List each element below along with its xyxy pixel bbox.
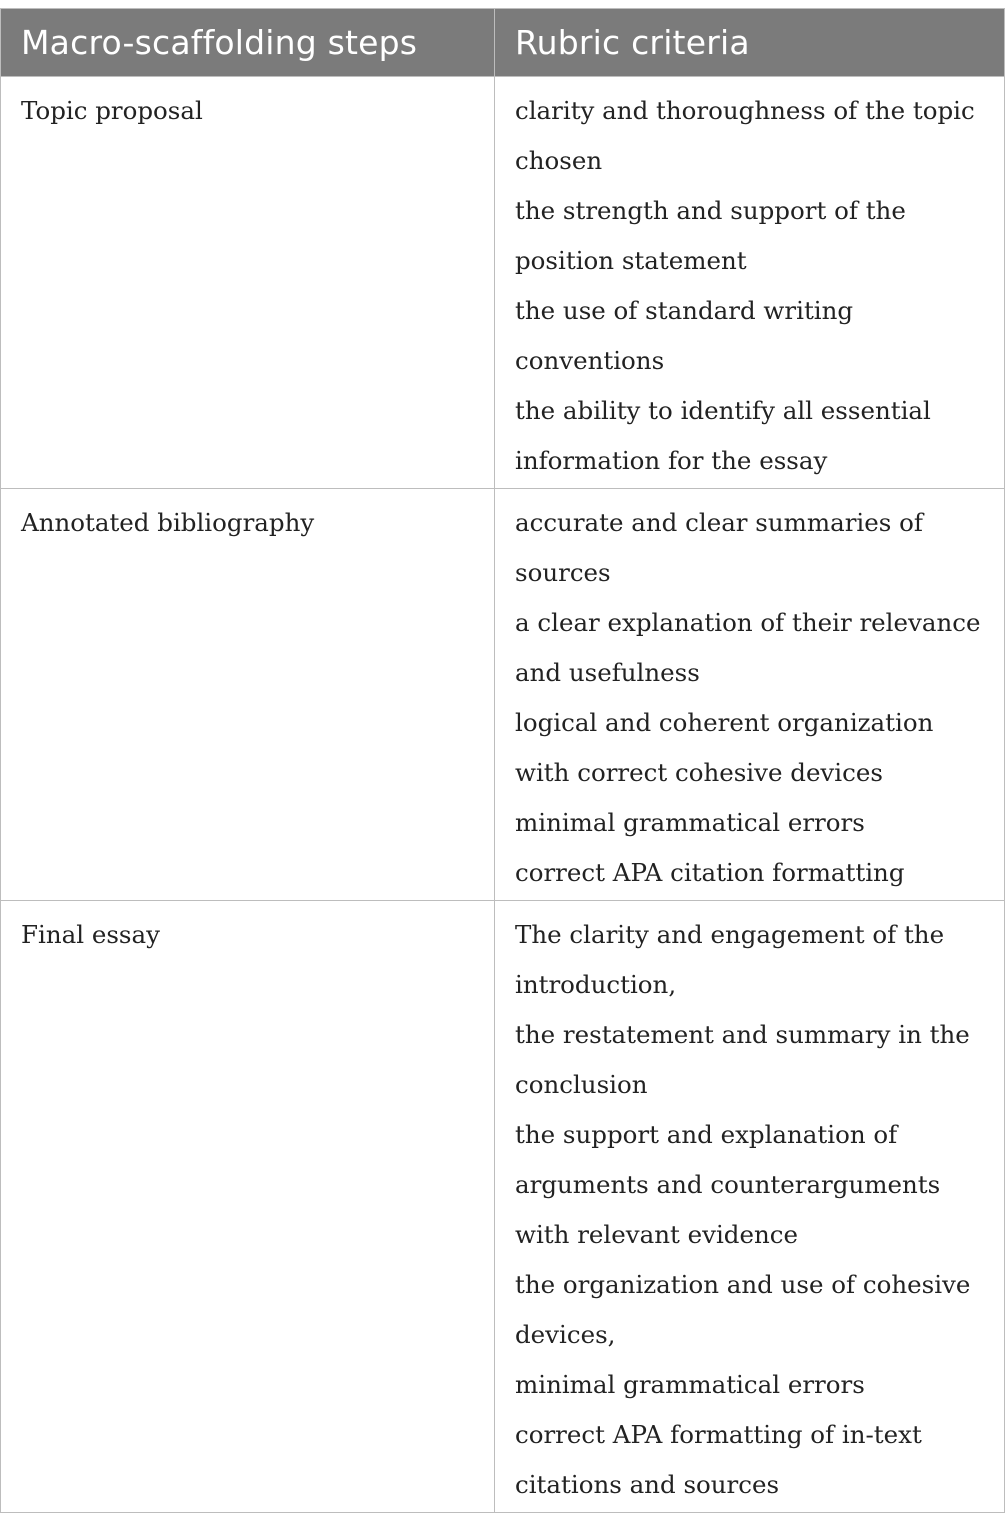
criteria-list — [515, 498, 992, 898]
header-row — [1, 9, 1005, 77]
criteria-cell — [495, 901, 1005, 1513]
step-name: Topic proposal — [21, 96, 203, 125]
step-cell — [1, 77, 495, 489]
criterion-item: the organization and use of cohesive devices, — [515, 1270, 971, 1349]
criterion-item: correct APA formatting of in-text citations and sources — [515, 1420, 922, 1499]
step-cell — [1, 901, 495, 1513]
criterion-item: correct APA citation formatting — [515, 858, 905, 887]
table-row-final-essay — [1, 901, 1005, 1513]
criterion-item: the support and explanation of arguments and counterarguments with relevant evidence — [515, 1120, 941, 1249]
step-name: Annotated bibliography — [21, 508, 315, 537]
criterion-item: logical and coherent organization with correct cohesive devices — [515, 708, 934, 787]
criterion-item: the strength and support of the position statement — [515, 196, 906, 275]
criterion-item: the restatement and summary in the conclusion — [515, 1020, 970, 1099]
criterion-item: the ability to identify all essential information for the essay — [515, 396, 931, 475]
header-steps: Macro-scaffolding steps — [1, 9, 495, 77]
rubric-table — [0, 8, 1005, 1513]
criteria-cell — [495, 77, 1005, 489]
criterion-item: The clarity and engagement of the introduction, — [515, 920, 945, 999]
table-row-topic-proposal — [1, 77, 1005, 489]
criteria-cell — [495, 489, 1005, 901]
table-row-annotated-bibliography — [1, 489, 1005, 901]
criterion-item: a clear explanation of their relevance and usefulness — [515, 608, 981, 687]
step-name: Final essay — [21, 920, 160, 949]
table-header — [1, 9, 1005, 77]
criteria-list — [515, 910, 992, 1510]
criterion-item: clarity and thoroughness of the topic chosen — [515, 96, 975, 175]
step-cell — [1, 489, 495, 901]
header-criteria: Rubric criteria — [495, 9, 1005, 77]
criteria-list — [515, 86, 992, 486]
table-body — [1, 77, 1005, 1513]
criterion-item: accurate and clear summaries of sources — [515, 508, 923, 587]
criterion-item: the use of standard writing conventions — [515, 296, 854, 375]
criterion-item: minimal grammatical errors — [515, 1370, 865, 1399]
criterion-item: minimal grammatical errors — [515, 808, 865, 837]
